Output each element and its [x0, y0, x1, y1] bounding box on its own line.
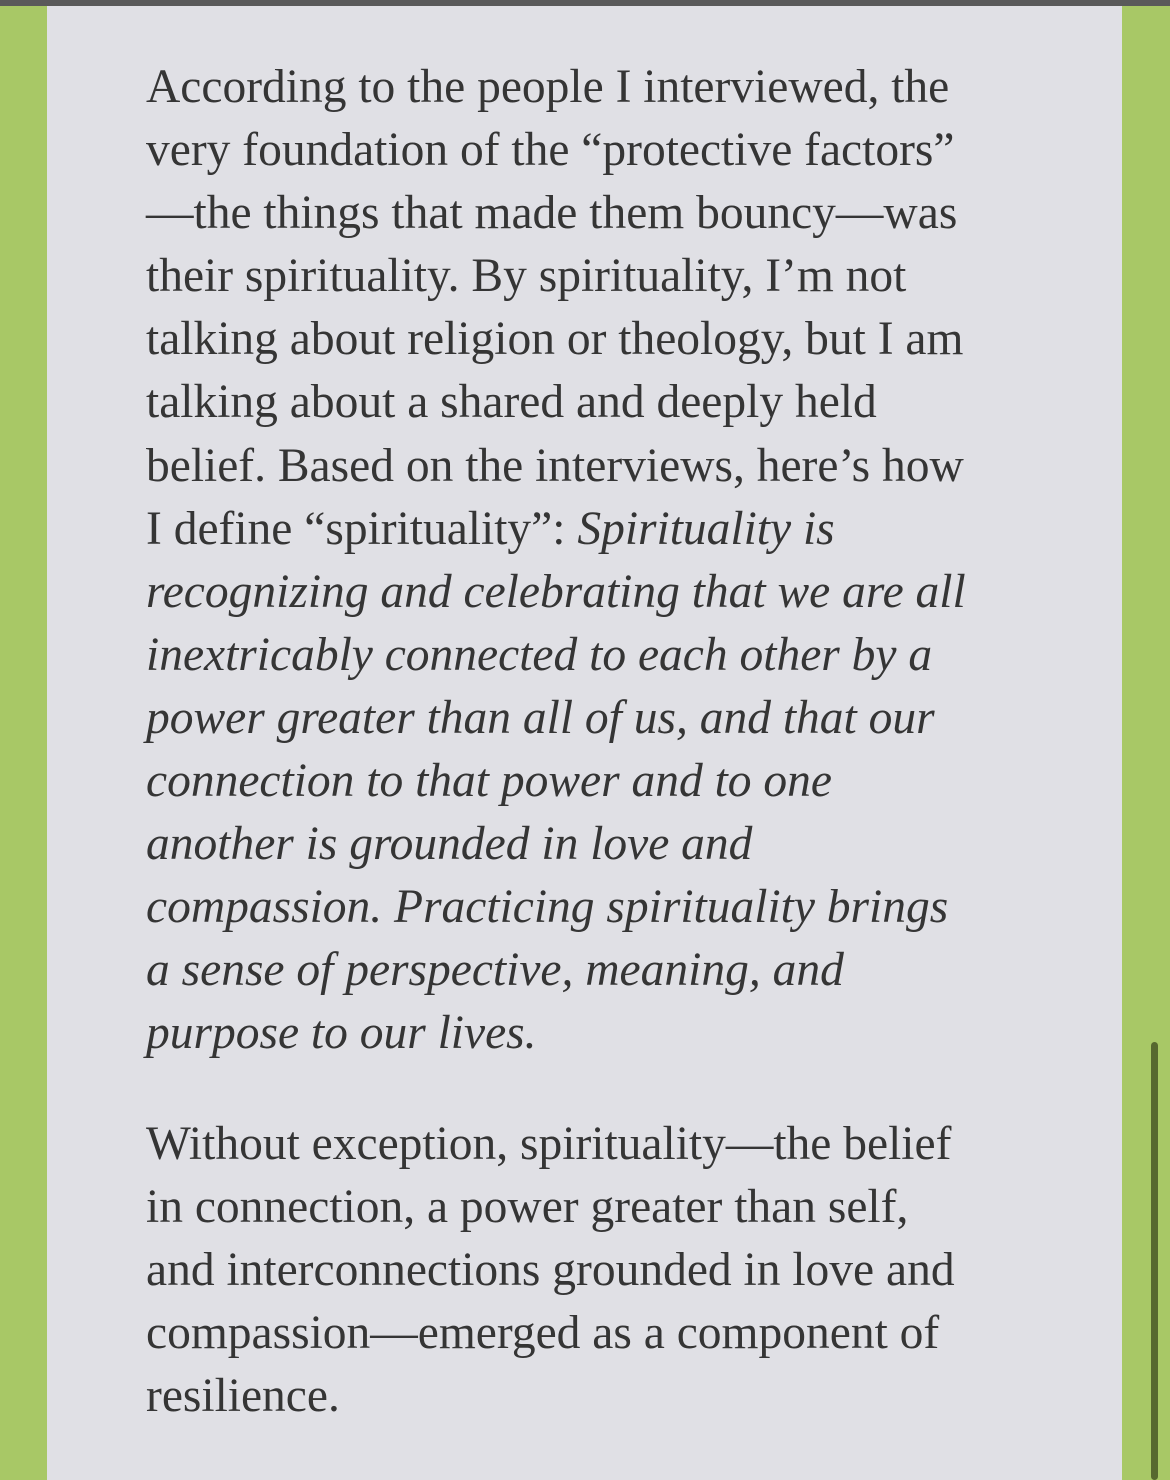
paragraph-2-line-1: Without exception, spirituality—the belief	[146, 1118, 952, 1170]
paragraph-1-line-7: belief. Based on the interviews, here’s how	[146, 439, 964, 492]
paragraph-1	[146, 56, 1046, 1066]
paragraph-1-line-11: power greater than all of us, and that our	[146, 691, 935, 744]
paragraph-1-line-2: very foundation of the “protective factors”	[146, 124, 955, 177]
left-page-margin	[0, 6, 47, 1480]
paragraph-1-line-3: —the things that made them bouncy—was	[146, 187, 958, 240]
scrollbar-thumb[interactable]	[1151, 1042, 1158, 1480]
paragraph-2-line-3: and interconnections grounded in love and	[146, 1244, 955, 1297]
paragraph-1-line-12: connection to that power and to one	[146, 755, 833, 808]
paragraph-1-line-1: According to the people I interviewed, the	[146, 61, 950, 113]
paragraph-1-line-6: talking about a shared and deeply held	[146, 376, 877, 429]
paragraph-1-line-13: another is grounded in love and	[146, 818, 753, 871]
paragraph-1-line-9: recognizing and celebrating that we are all	[146, 565, 966, 618]
paragraph-1-line-5: talking about religion or theology, but I am	[146, 313, 964, 366]
paragraph-2-line-2: in connection, a power greater than self,	[146, 1181, 909, 1234]
paragraph-1-line-16: purpose to our lives.	[146, 1007, 537, 1060]
paragraph-1-line-15: a sense of perspective, meaning, and	[146, 944, 844, 997]
paragraph-1-line-14: compassion. Practicing spirituality brings	[146, 881, 949, 934]
right-page-margin	[1122, 6, 1170, 1480]
paragraph-2-line-5: resilience.	[146, 1370, 340, 1423]
paragraph-1-line-4: their spirituality. By spirituality, I’m not	[146, 250, 907, 303]
paragraph-2-line-4: compassion—emerged as a component of	[146, 1307, 940, 1360]
paragraph-1-line-10: inextricably connected to each other by a	[146, 628, 933, 681]
paragraph-1-line-8: I define “spirituality”: Spirituality is	[146, 502, 835, 555]
paragraph-2	[146, 1113, 1046, 1428]
